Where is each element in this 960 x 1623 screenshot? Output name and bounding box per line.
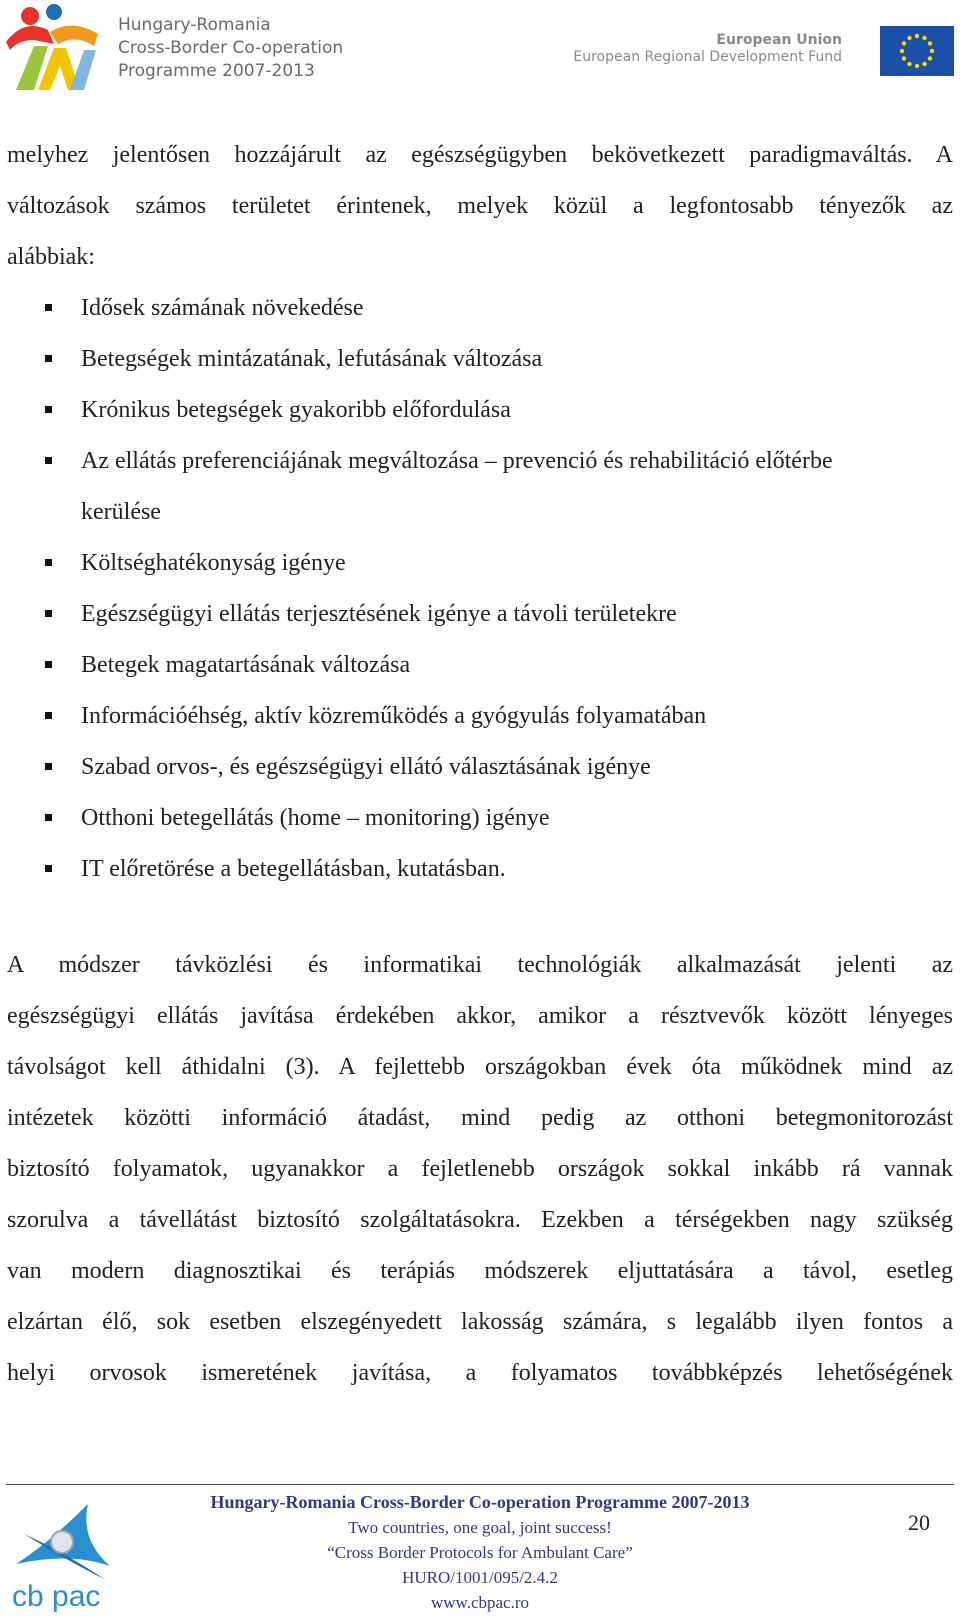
programme-title-line: Hungary-Romania xyxy=(118,15,271,35)
list-item xyxy=(7,436,953,487)
paragraph-gap xyxy=(7,895,953,940)
eu-star-icon xyxy=(928,41,932,45)
eu-flag-icon xyxy=(880,26,954,76)
list-item-text: IT előretörése a betegellátásban, kutatásban. xyxy=(81,856,506,882)
page-header xyxy=(0,0,960,100)
list-item xyxy=(7,283,953,334)
eu-star-icon xyxy=(915,64,919,68)
bullet-icon xyxy=(45,712,52,719)
list-item-text: Költséghatékonyság igénye xyxy=(81,550,346,576)
list-item xyxy=(7,793,953,844)
eu-star-icon xyxy=(915,34,919,38)
list-item-continuation xyxy=(7,487,953,538)
list-item xyxy=(7,385,953,436)
paragraph-line: szorulva a távellátást biztosító szolgáltatásokra. Ezekben a térségekben nagy szükség xyxy=(7,1207,953,1233)
bullet-icon xyxy=(45,661,52,668)
list-item-text: Krónikus betegségek gyakoribb előfordulása xyxy=(81,397,511,423)
eu-star-icon xyxy=(902,56,906,60)
footer-website: www.cbpac.ro xyxy=(430,1593,530,1612)
eu-star-icon xyxy=(902,41,906,45)
paragraph-line: A módszer távközlési és informatikai technológiák alkalmazását jelenti az xyxy=(7,952,953,978)
footer-slogan: Two countries, one goal, joint success! xyxy=(348,1518,612,1537)
bullet-icon xyxy=(45,814,52,821)
list-item-text: Betegségek mintázatának, lefutásának változása xyxy=(81,346,543,372)
footer-project-code: HURO/1001/095/2.4.2 xyxy=(402,1568,558,1587)
paragraph-line: helyi orvosok ismeretének javítása, a folyamatos továbbképzés lehetőségének xyxy=(7,1360,953,1386)
bullet-icon xyxy=(45,457,52,464)
page-content xyxy=(7,130,953,1399)
cbpac-logo-text: cb pac xyxy=(12,1580,101,1612)
paragraph-line: biztosító folyamatok, ugyanakkor a fejletlenebb országok sokkal inkább rá vannak xyxy=(7,1156,953,1182)
programme-title-line: Cross-Border Co-operation xyxy=(118,38,344,58)
paragraph-line: egészségügyi ellátás javítása érdekében akkor, amikor a résztvevők között lényeges xyxy=(7,1003,953,1029)
page-number: 20 xyxy=(908,1510,930,1535)
list-item-text: Szabad orvos-, és egészségügyi ellátó választásának igénye xyxy=(81,754,651,780)
programme-logo xyxy=(4,4,104,96)
footer-divider xyxy=(6,1484,954,1485)
list-item xyxy=(7,334,953,385)
eu-star-icon xyxy=(928,56,932,60)
page-footer xyxy=(0,1490,960,1615)
list-item xyxy=(7,640,953,691)
bullet-icon xyxy=(45,559,52,566)
list-item-text: Információéhség, aktív közreműködés a gyógyulás folyamatában xyxy=(81,703,707,729)
intro-line: melyhez jelentősen hozzájárult az egészségügyben bekövetkezett paradigmaváltás. A xyxy=(7,142,953,168)
list-item xyxy=(7,589,953,640)
programme-title-line: Programme 2007-2013 xyxy=(118,61,315,81)
paragraph-line: van modern diagnosztikai és terápiás módszerek eljuttatására a távol, esetleg xyxy=(7,1258,953,1284)
bullet-icon xyxy=(45,355,52,362)
list-item-text: Egészségügyi ellátás terjesztésének igénye a távoli területekre xyxy=(81,601,677,627)
paragraph-line: távolságot kell áthidalni (3). A fejlettebb országokban évek óta működnek mind az xyxy=(7,1054,953,1080)
eu-label-line2: European Regional Development Fund xyxy=(573,49,842,65)
eu-star-icon xyxy=(922,36,926,40)
eu-star-icon xyxy=(922,62,926,66)
intro-line: alábbiak: xyxy=(7,244,95,270)
list-item-text: kerülése xyxy=(81,499,161,525)
intro-line: változások számos területet érintenek, melyek közül a legfontosabb tényezők az xyxy=(7,193,953,219)
paragraph-line: intézetek közötti információ átadást, mind pedig az otthoni betegmonitorozást xyxy=(7,1105,953,1131)
list-item-text: Idősek számának növekedése xyxy=(81,295,364,321)
list-item-text: Otthoni betegellátás (home – monitoring) igénye xyxy=(81,805,550,831)
bullet-icon xyxy=(45,610,52,617)
eu-star-icon xyxy=(907,62,911,66)
list-item xyxy=(7,538,953,589)
bullet-icon xyxy=(45,763,52,770)
paragraph-line: elzártan élő, sok esetben elszegényedett lakosság számára, s legalább ilyen fontos a xyxy=(7,1309,953,1335)
footer-project-name: “Cross Border Protocols for Ambulant Care” xyxy=(327,1543,633,1562)
bullet-icon xyxy=(45,406,52,413)
footer-title: Hungary-Romania Cross-Border Co-operation Programme 2007-2013 xyxy=(210,1492,750,1512)
list-item xyxy=(7,844,953,895)
bullet-icon xyxy=(45,865,52,872)
list-item-text: Az ellátás preferenciájának megváltozása – prevenció és rehabilitáció előtérbe xyxy=(81,448,833,474)
list-item xyxy=(7,742,953,793)
eu-label xyxy=(573,32,842,66)
eu-star-icon xyxy=(930,49,934,53)
bullet-icon xyxy=(45,304,52,311)
eu-label-line1: European Union xyxy=(716,32,842,48)
eu-star-icon xyxy=(907,36,911,40)
programme-title xyxy=(118,14,343,83)
eu-star-icon xyxy=(900,49,904,53)
list-item xyxy=(7,691,953,742)
list-item-text: Betegek magatartásának változása xyxy=(81,652,411,678)
